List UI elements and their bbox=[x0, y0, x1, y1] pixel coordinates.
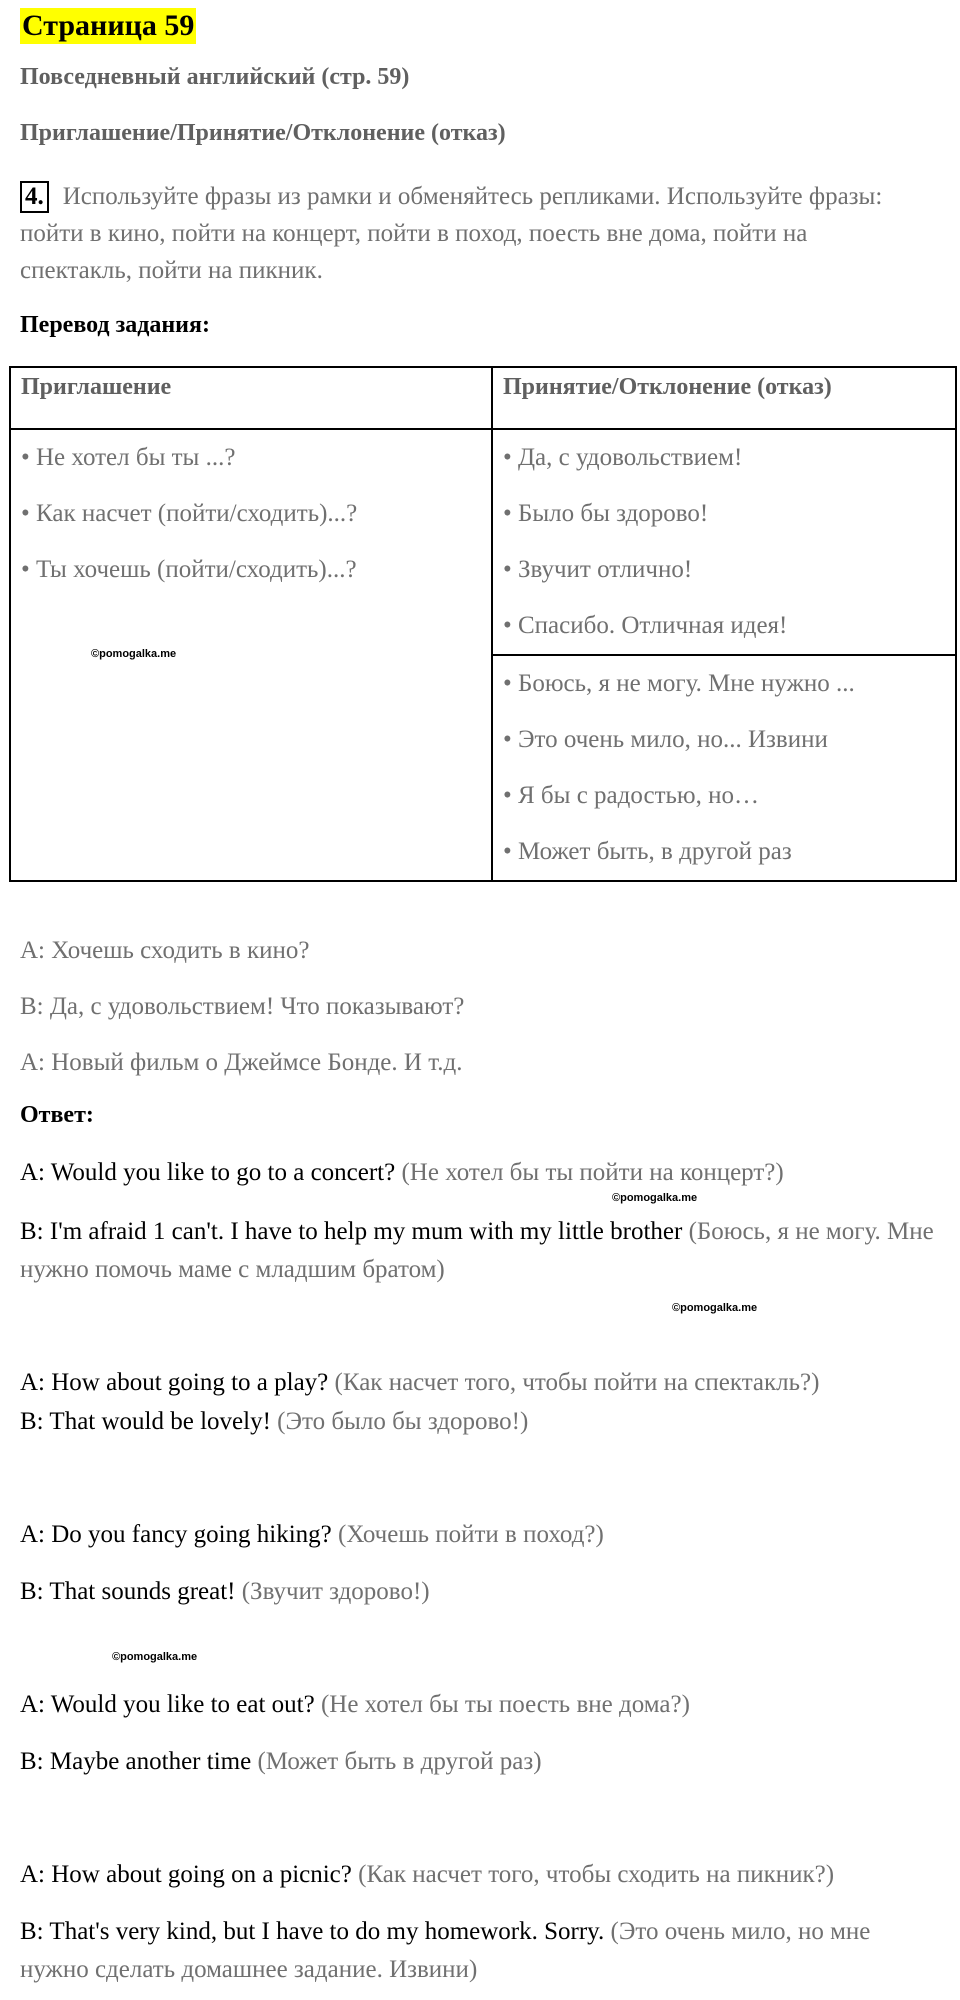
answer-english: A: Do you fancy going hiking? bbox=[20, 1521, 332, 1548]
header-invitation: Приглашение bbox=[10, 367, 492, 429]
answer-line bbox=[20, 1913, 940, 1989]
task-number: 4. bbox=[20, 181, 49, 213]
answer-english: B: That's very kind, but I have to do my homework. Sorry. bbox=[20, 1918, 605, 1945]
answer-line bbox=[20, 1364, 940, 1402]
answer-line bbox=[20, 1403, 940, 1441]
answer-russian: (Это очень мило, но мне нужно сделать домашнее задание. Извини) bbox=[20, 1918, 871, 1983]
page-title: Страница 59 bbox=[22, 9, 195, 42]
watermark: ©pomogalka.me bbox=[612, 1192, 698, 1204]
topic-subtitle: Приглашение/Принятие/Отклонение (отказ) bbox=[20, 120, 506, 146]
answer-russian: (Как насчет того, чтобы пойти на спектакль?) bbox=[328, 1369, 820, 1396]
answer-russian: (Боюсь, я не могу. Мне нужно помочь маме с младшим братом) bbox=[20, 1218, 934, 1283]
invitation-phrase: • Как насчет (пойти/сходить)...? bbox=[21, 500, 358, 527]
answer-label: Ответ: bbox=[20, 1102, 94, 1128]
translation-label: Перевод задания: bbox=[20, 312, 210, 338]
section-subtitle: Повседневный английский (стр. 59) bbox=[20, 64, 410, 90]
answer-english: A: Would you like to eat out? bbox=[20, 1691, 315, 1718]
phrases-table bbox=[9, 366, 957, 882]
answer-line bbox=[20, 1213, 940, 1289]
accept-phrase: • Звучит отлично! bbox=[503, 556, 693, 583]
answer-russian: (Звучит здорово!) bbox=[235, 1578, 430, 1605]
task-text: Используйте фразы из рамки и обменяйтесь репликами. Используйте фразы: пойти в кино, пойти на концерт, пойти в поход, поесть вне дома, пойти на спектакль, пойти на пикник. bbox=[20, 183, 883, 284]
watermark: ©pomogalka.me bbox=[672, 1302, 758, 1314]
example-line: B: Да, с удовольствием! Что показывают? bbox=[20, 993, 465, 1020]
accept-phrase: • Да, с удовольствием! bbox=[503, 444, 743, 471]
accept-phrase: • Спасибо. Отличная идея! bbox=[503, 612, 788, 639]
answer-english: B: I'm afraid 1 can't. I have to help my mum with my little brother bbox=[20, 1218, 683, 1245]
accept-cell bbox=[492, 429, 956, 655]
accept-phrase: • Было бы здорово! bbox=[503, 500, 709, 527]
answer-line bbox=[20, 1154, 940, 1192]
answer-russian: (Не хотел бы ты пойти на концерт?) bbox=[395, 1159, 784, 1186]
invitation-cell bbox=[10, 429, 492, 881]
decline-phrase: • Может быть, в другой раз bbox=[503, 838, 792, 865]
header-accept-decline: Принятие/Отклонение (отказ) bbox=[492, 367, 956, 429]
answer-russian: (Это было бы здорово!) bbox=[270, 1408, 529, 1435]
watermark: ©pomogalka.me bbox=[91, 648, 177, 660]
decline-cell bbox=[492, 655, 956, 881]
answer-russian: (Не хотел бы ты поесть вне дома?) bbox=[314, 1691, 690, 1718]
answer-russian: (Как насчет того, чтобы сходить на пикник?) bbox=[351, 1861, 835, 1888]
decline-phrase: • Боюсь, я не могу. Мне нужно ... bbox=[503, 670, 855, 697]
answer-english: A: How about going on a picnic? bbox=[20, 1861, 352, 1888]
decline-phrase: • Я бы с радостью, но… bbox=[503, 782, 759, 809]
answer-line bbox=[20, 1743, 940, 1781]
answer-english: B: Maybe another time bbox=[20, 1748, 252, 1775]
answer-line bbox=[20, 1856, 940, 1894]
answer-line bbox=[20, 1516, 940, 1554]
answer-english: B: That sounds great! bbox=[20, 1578, 236, 1605]
answer-russian: (Может быть в другой раз) bbox=[251, 1748, 542, 1775]
example-line: A: Новый фильм о Джеймсе Бонде. И т.д. bbox=[20, 1049, 463, 1076]
invitation-phrase: • Ты хочешь (пойти/сходить)...? bbox=[21, 556, 357, 583]
answer-line bbox=[20, 1573, 940, 1611]
watermark: ©pomogalka.me bbox=[112, 1651, 198, 1663]
example-line: A: Хочешь сходить в кино? bbox=[20, 937, 310, 964]
task-instruction bbox=[20, 178, 920, 289]
answer-russian: (Хочешь пойти в поход?) bbox=[331, 1521, 604, 1548]
answer-english: A: How about going to a play? bbox=[20, 1369, 329, 1396]
decline-phrase: • Это очень мило, но... Извини bbox=[503, 726, 828, 753]
answer-english: A: Would you like to go to a concert? bbox=[20, 1159, 396, 1186]
invitation-phrase: • Не хотел бы ты ...? bbox=[21, 444, 236, 471]
answer-english: B: That would be lovely! bbox=[20, 1408, 271, 1435]
answer-line bbox=[20, 1686, 940, 1724]
